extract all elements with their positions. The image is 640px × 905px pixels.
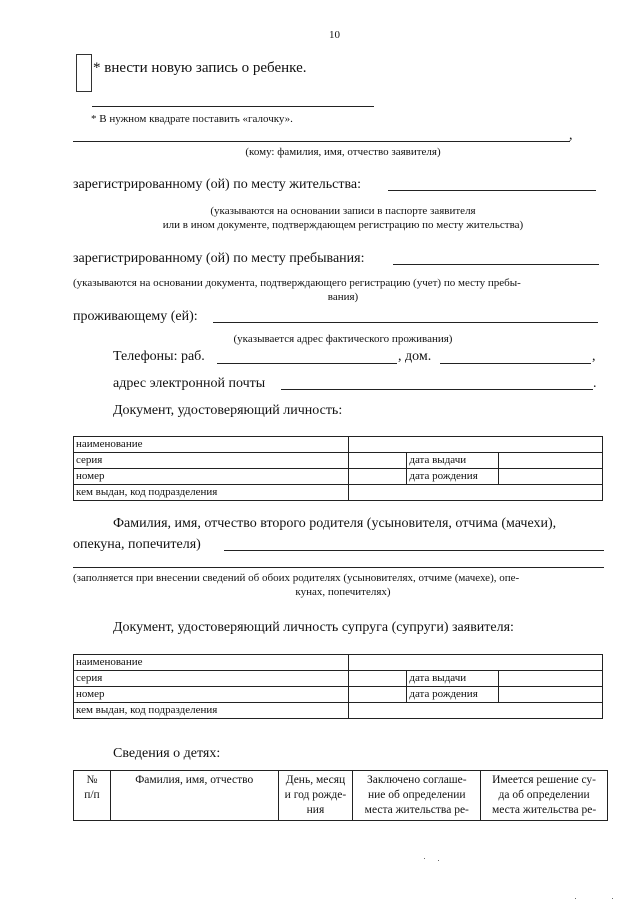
spouse-number-value[interactable] (349, 687, 407, 703)
spouse-document-table (73, 654, 603, 719)
living-label: проживающему (ей): (73, 309, 198, 324)
living-note: (указывается адрес фактического проживания) (233, 333, 453, 345)
spouse-series-value[interactable] (349, 671, 407, 687)
table-row (74, 485, 603, 501)
spouse-series-label: серия (74, 671, 349, 687)
id-document-title: Документ, удостоверяющий личность: (113, 403, 343, 418)
scan-speck (438, 860, 439, 861)
children-title: Сведения о детях: (113, 746, 221, 761)
page-number: 10 (329, 29, 340, 41)
table-row (74, 469, 603, 485)
id-name-label: наименование (74, 437, 349, 453)
spouse-issue-date-value[interactable] (499, 671, 603, 687)
home-phone-label: , дом. (398, 349, 432, 364)
second-parent-note-1: (заполняется при внесении сведений об обоих родителях (усыновителях, отчиме (мачехе), опе- (73, 572, 520, 584)
residence-field[interactable] (388, 190, 596, 191)
id-number-value[interactable] (349, 469, 407, 485)
id-birth-date-label: дата рождения (407, 469, 499, 485)
stay-note-1: (указываются на основании документа, подтверждающего регистрацию (учет) по месту пребы- (73, 277, 521, 289)
id-issue-date-value[interactable] (499, 453, 603, 469)
id-series-label: серия (74, 453, 349, 469)
second-parent-line-1: Фамилия, имя, отчество второго родителя (усыновителя, отчима (мачехи), (113, 516, 557, 531)
id-series-value[interactable] (349, 453, 407, 469)
scan-speck (575, 898, 576, 899)
col-agreement-header: Заключено соглаше- ние об определении места жительства ре- (353, 771, 481, 821)
footnote-separator (92, 106, 374, 107)
new-record-option-label: * внести новую запись о ребенке. (93, 60, 307, 76)
footnote-text: * В нужном квадрате поставить «галочку». (91, 113, 293, 125)
spouse-name-label: наименование (74, 655, 349, 671)
residence-note-2: или в ином документе, подтверждающем регистрацию по месту жительства) (162, 219, 524, 231)
scan-speck (424, 858, 425, 859)
spouse-birth-date-label: дата рождения (407, 687, 499, 703)
second-parent-line-2-label: опекуна, попечителя) (73, 537, 201, 552)
email-trailing-period: . (593, 376, 597, 391)
stay-label: зарегистрированному (ой) по месту пребывания: (73, 251, 365, 266)
second-parent-name-field[interactable] (224, 550, 604, 551)
table-row (74, 453, 603, 469)
second-parent-name-field-2[interactable] (73, 567, 604, 568)
second-parent-note-2: кунах, попечителях) (295, 586, 391, 598)
col-court-decision-header: Имеется решение су- да об определении места жительства ре- (481, 771, 608, 821)
id-issue-date-label: дата выдачи (407, 453, 499, 469)
spouse-number-label: номер (74, 687, 349, 703)
id-name-value[interactable] (349, 437, 603, 453)
col-full-name-header: Фамилия, имя, отчество (110, 771, 278, 821)
spouse-document-title: Документ, удостоверяющий личность супруга (супруги) заявителя: (113, 620, 514, 635)
applicant-name-field[interactable] (73, 141, 570, 142)
applicant-name-caption: (кому: фамилия, имя, отчество заявителя) (245, 146, 441, 158)
stay-note-2: вания) (327, 291, 359, 303)
home-phone-field[interactable] (440, 363, 591, 364)
spouse-issued-by-label: кем выдан, код подразделения (74, 703, 349, 719)
spouse-name-value[interactable] (349, 655, 603, 671)
table-row (74, 703, 603, 719)
children-table (73, 770, 608, 821)
residence-note-1: (указываются на основании записи в паспорте заявителя (210, 205, 476, 217)
table-header-row (74, 771, 608, 821)
work-phone-field[interactable] (217, 363, 397, 364)
id-issued-by-value[interactable] (349, 485, 603, 501)
living-field[interactable] (213, 322, 598, 323)
email-label: адрес электронной почты (113, 376, 266, 391)
col-birth-date-header: День, месяц и год рожде- ния (278, 771, 353, 821)
spouse-birth-date-value[interactable] (499, 687, 603, 703)
table-row (74, 437, 603, 453)
trailing-comma: , (569, 128, 573, 143)
spouse-issue-date-label: дата выдачи (407, 671, 499, 687)
stay-field[interactable] (393, 264, 599, 265)
scan-speck (612, 898, 613, 899)
spouse-issued-by-value[interactable] (349, 703, 603, 719)
id-document-table (73, 436, 603, 501)
id-birth-date-value[interactable] (499, 469, 603, 485)
email-field[interactable] (281, 389, 593, 390)
phones-label: Телефоны: раб. (113, 349, 205, 364)
phones-trailing-comma: , (592, 349, 596, 364)
residence-label: зарегистрированному (ой) по месту жительства: (73, 177, 362, 192)
id-number-label: номер (74, 469, 349, 485)
col-number-header: № п/п (74, 771, 111, 821)
table-row (74, 671, 603, 687)
new-record-checkbox[interactable] (76, 54, 92, 92)
id-issued-by-label: кем выдан, код подразделения (74, 485, 349, 501)
table-row (74, 655, 603, 671)
table-row (74, 687, 603, 703)
